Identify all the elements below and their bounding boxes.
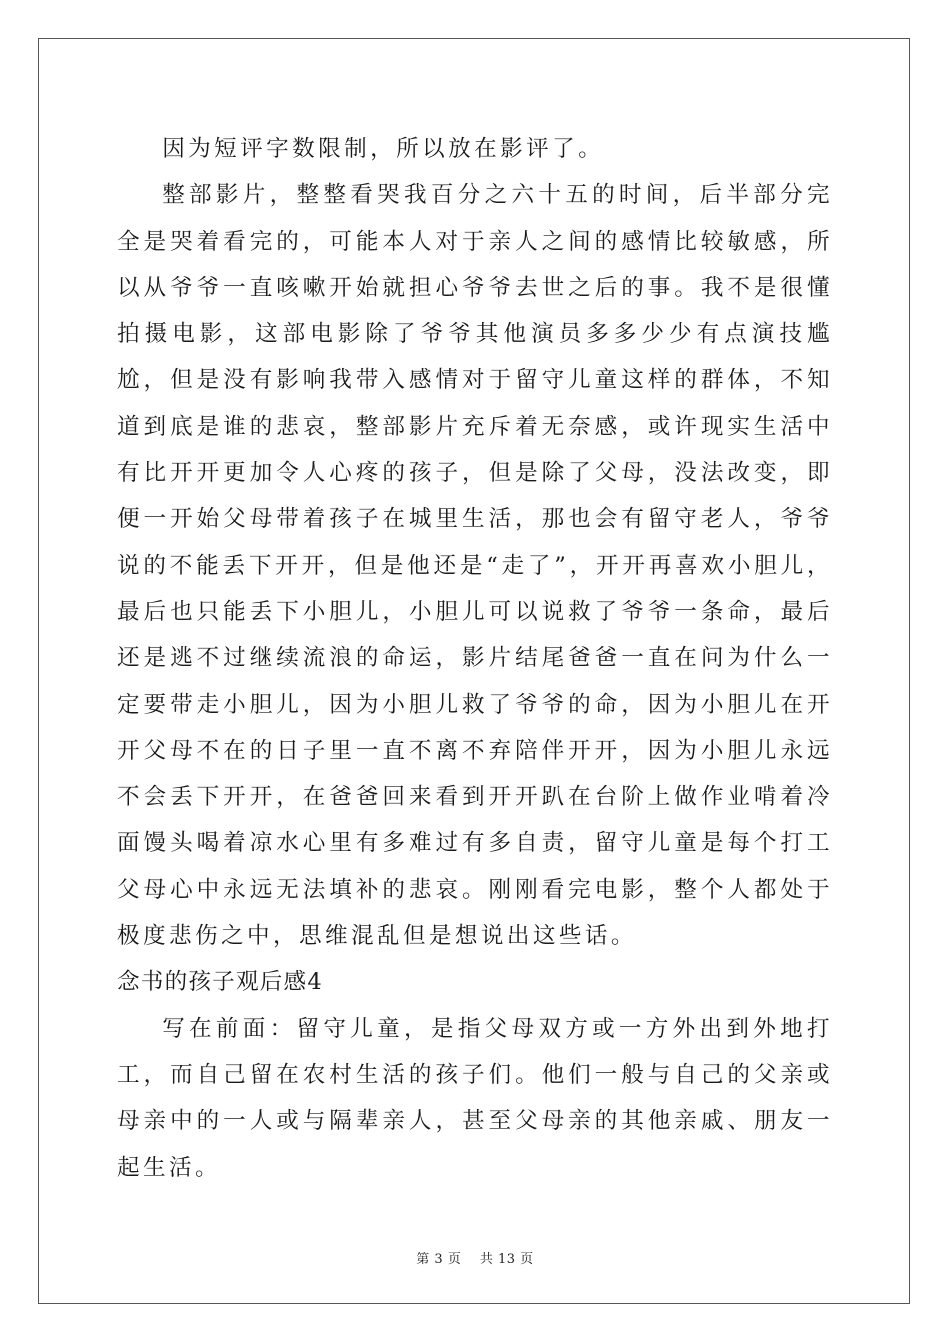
paragraph-section: 写在前面：留守儿童，是指父母双方或一方外出到外地打工，而自己留在农村生活的孩子们。他们一般与自己的父亲或母亲中的一人或与隔辈亲人，甚至父母亲的其他亲戚、朋友一起生活。 xyxy=(117,1015,833,1181)
paragraph-intro: 因为短评字数限制，所以放在影评了。 xyxy=(162,136,605,162)
page-number: 第 3 页 xyxy=(416,1252,462,1267)
paragraph-review: 整部影片，整整看哭我百分之六十五的时间，后半部分完全是哭着看完的，可能本人对于亲人之间的感情比较敏感，所以从爷爷一直咳嗽开始就担心爷爷去世之后的事。我不是很懂拍摄电影，这部电影除了爷爷其他演员多多少少有点演技尴尬，但是没有影响我带入感情对于留守儿童这样的群体，不知道到底是谁的悲哀，整部影片充斥着无奈感，或许现实生活中有比开开更加令人心疼的孩子，但是除了父母，没法改变，即便一开始父母带着孩子在城里生活，那也会有留守老人，爷爷说的不能丢下开开，但是他还是“走了”，开开再喜欢小胆儿，最后也只能丢下小胆儿，小胆儿可以说救了爷爷一条命，最后还是逃不过继续流浪的命运，影片结尾爸爸一直在问为什么一定要带走小胆儿，因为小胆儿救了爷爷的命，因为小胆儿在开开父母不在的日子里一直不离不弃陪伴开开，因为小胆儿永远不会丢下开开，在爸爸回来看到开开趴在台阶上做作业啃着冷面馒头喝着凉水心里有多难过有多自责，留守儿童是每个打工父母心中永远无法填补的悲哀。刚刚看完电影，整个人都处于极度悲伤之中，思维混乱但是想说出这些话。 xyxy=(117,182,833,950)
page-footer xyxy=(0,1248,950,1267)
section-heading: 念书的孩子观后感4 xyxy=(117,969,323,996)
document-body xyxy=(117,126,833,1191)
page-total: 共 13 页 xyxy=(479,1252,534,1267)
